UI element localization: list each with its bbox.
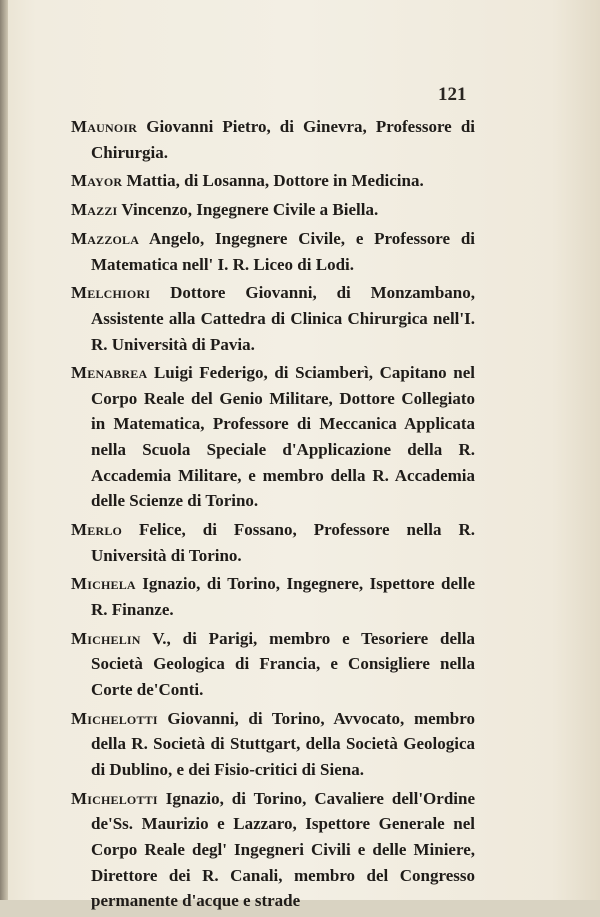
directory-entry xyxy=(71,168,475,194)
entry-text: V., di Parigi, membro e Tesoriere della Società Geologica di Francia, e Consigliere nella Corte de'Conti. xyxy=(91,628,475,699)
directory-entry xyxy=(71,197,475,223)
entry-surname: Michelotti xyxy=(71,708,158,728)
directory-entries xyxy=(71,114,475,917)
directory-entry xyxy=(71,280,475,357)
entry-text: Ignazio, di Torino, Ingegnere, Ispettore delle R. Finanze. xyxy=(91,574,475,619)
entry-text: Giovanni Pietro, di Ginevra, Professore di Chirurgia. xyxy=(91,117,475,162)
entry-text: Luigi Federigo, di Sciamberì, Capitano nel Corpo Reale del Genio Militare, Dottore Collegiato in Matematica, Professore di Meccanica Applicata nella Scuola Speciale d'Applicazione della R. Accademia Militare, e membro della R. Accademia delle Scienze di Torino. xyxy=(91,363,476,511)
entry-surname: Mayor xyxy=(71,171,123,191)
directory-entry xyxy=(71,571,475,622)
entry-surname: Michela xyxy=(71,574,136,594)
entry-text: Dottore Giovanni, di Monzambano, Assistente alla Cattedra di Clinica Chirurgica nell'I. R. Università di Pavia. xyxy=(91,283,475,354)
entry-text: Giovanni, di Torino, Avvocato, membro della R. Società di Stuttgart, della Società Geologica di Dublino, e dei Fisio-critici di Siena. xyxy=(91,708,475,779)
entry-surname: Mazzola xyxy=(71,228,140,248)
entry-surname: Merlo xyxy=(71,520,123,540)
page-gutter xyxy=(0,0,8,900)
entry-surname: Melchiori xyxy=(71,283,151,303)
entry-surname: Menabrea xyxy=(71,363,148,383)
page-number: 121 xyxy=(438,84,467,105)
entry-text: Angelo, Ingegnere Civile, e Professore di Matematica nell' I. R. Liceo di Lodi. xyxy=(91,228,475,274)
entry-surname: Maunoir xyxy=(71,117,138,136)
entry-surname: Michelin xyxy=(71,628,141,648)
directory-entry xyxy=(71,517,475,568)
directory-entry xyxy=(71,706,475,783)
directory-entry xyxy=(71,226,475,277)
entry-text: Ignazio, di Torino, Cavaliere dell'Ordine de'Ss. Maurizio e Lazzaro, Ispettore Generale nel Corpo Reale degl' Ingegneri Civili e delle Miniere, Direttore dei R. Canali, membro del Congresso permanente d'acque e strade xyxy=(91,788,476,911)
entry-text: Felice, di Fossano, Professore nella R. Università di Torino. xyxy=(91,520,475,565)
directory-entry xyxy=(71,626,475,703)
entry-surname: Michelotti xyxy=(71,788,158,808)
directory-entry xyxy=(71,360,475,514)
entry-surname: Mazzi xyxy=(71,200,118,220)
directory-entry xyxy=(71,114,475,165)
directory-entry xyxy=(71,786,475,914)
entry-text: Vincenzo, Ingegnere Civile a Biella. xyxy=(121,200,379,220)
entry-text: Mattia, di Losanna, Dottore in Medicina. xyxy=(126,171,424,191)
